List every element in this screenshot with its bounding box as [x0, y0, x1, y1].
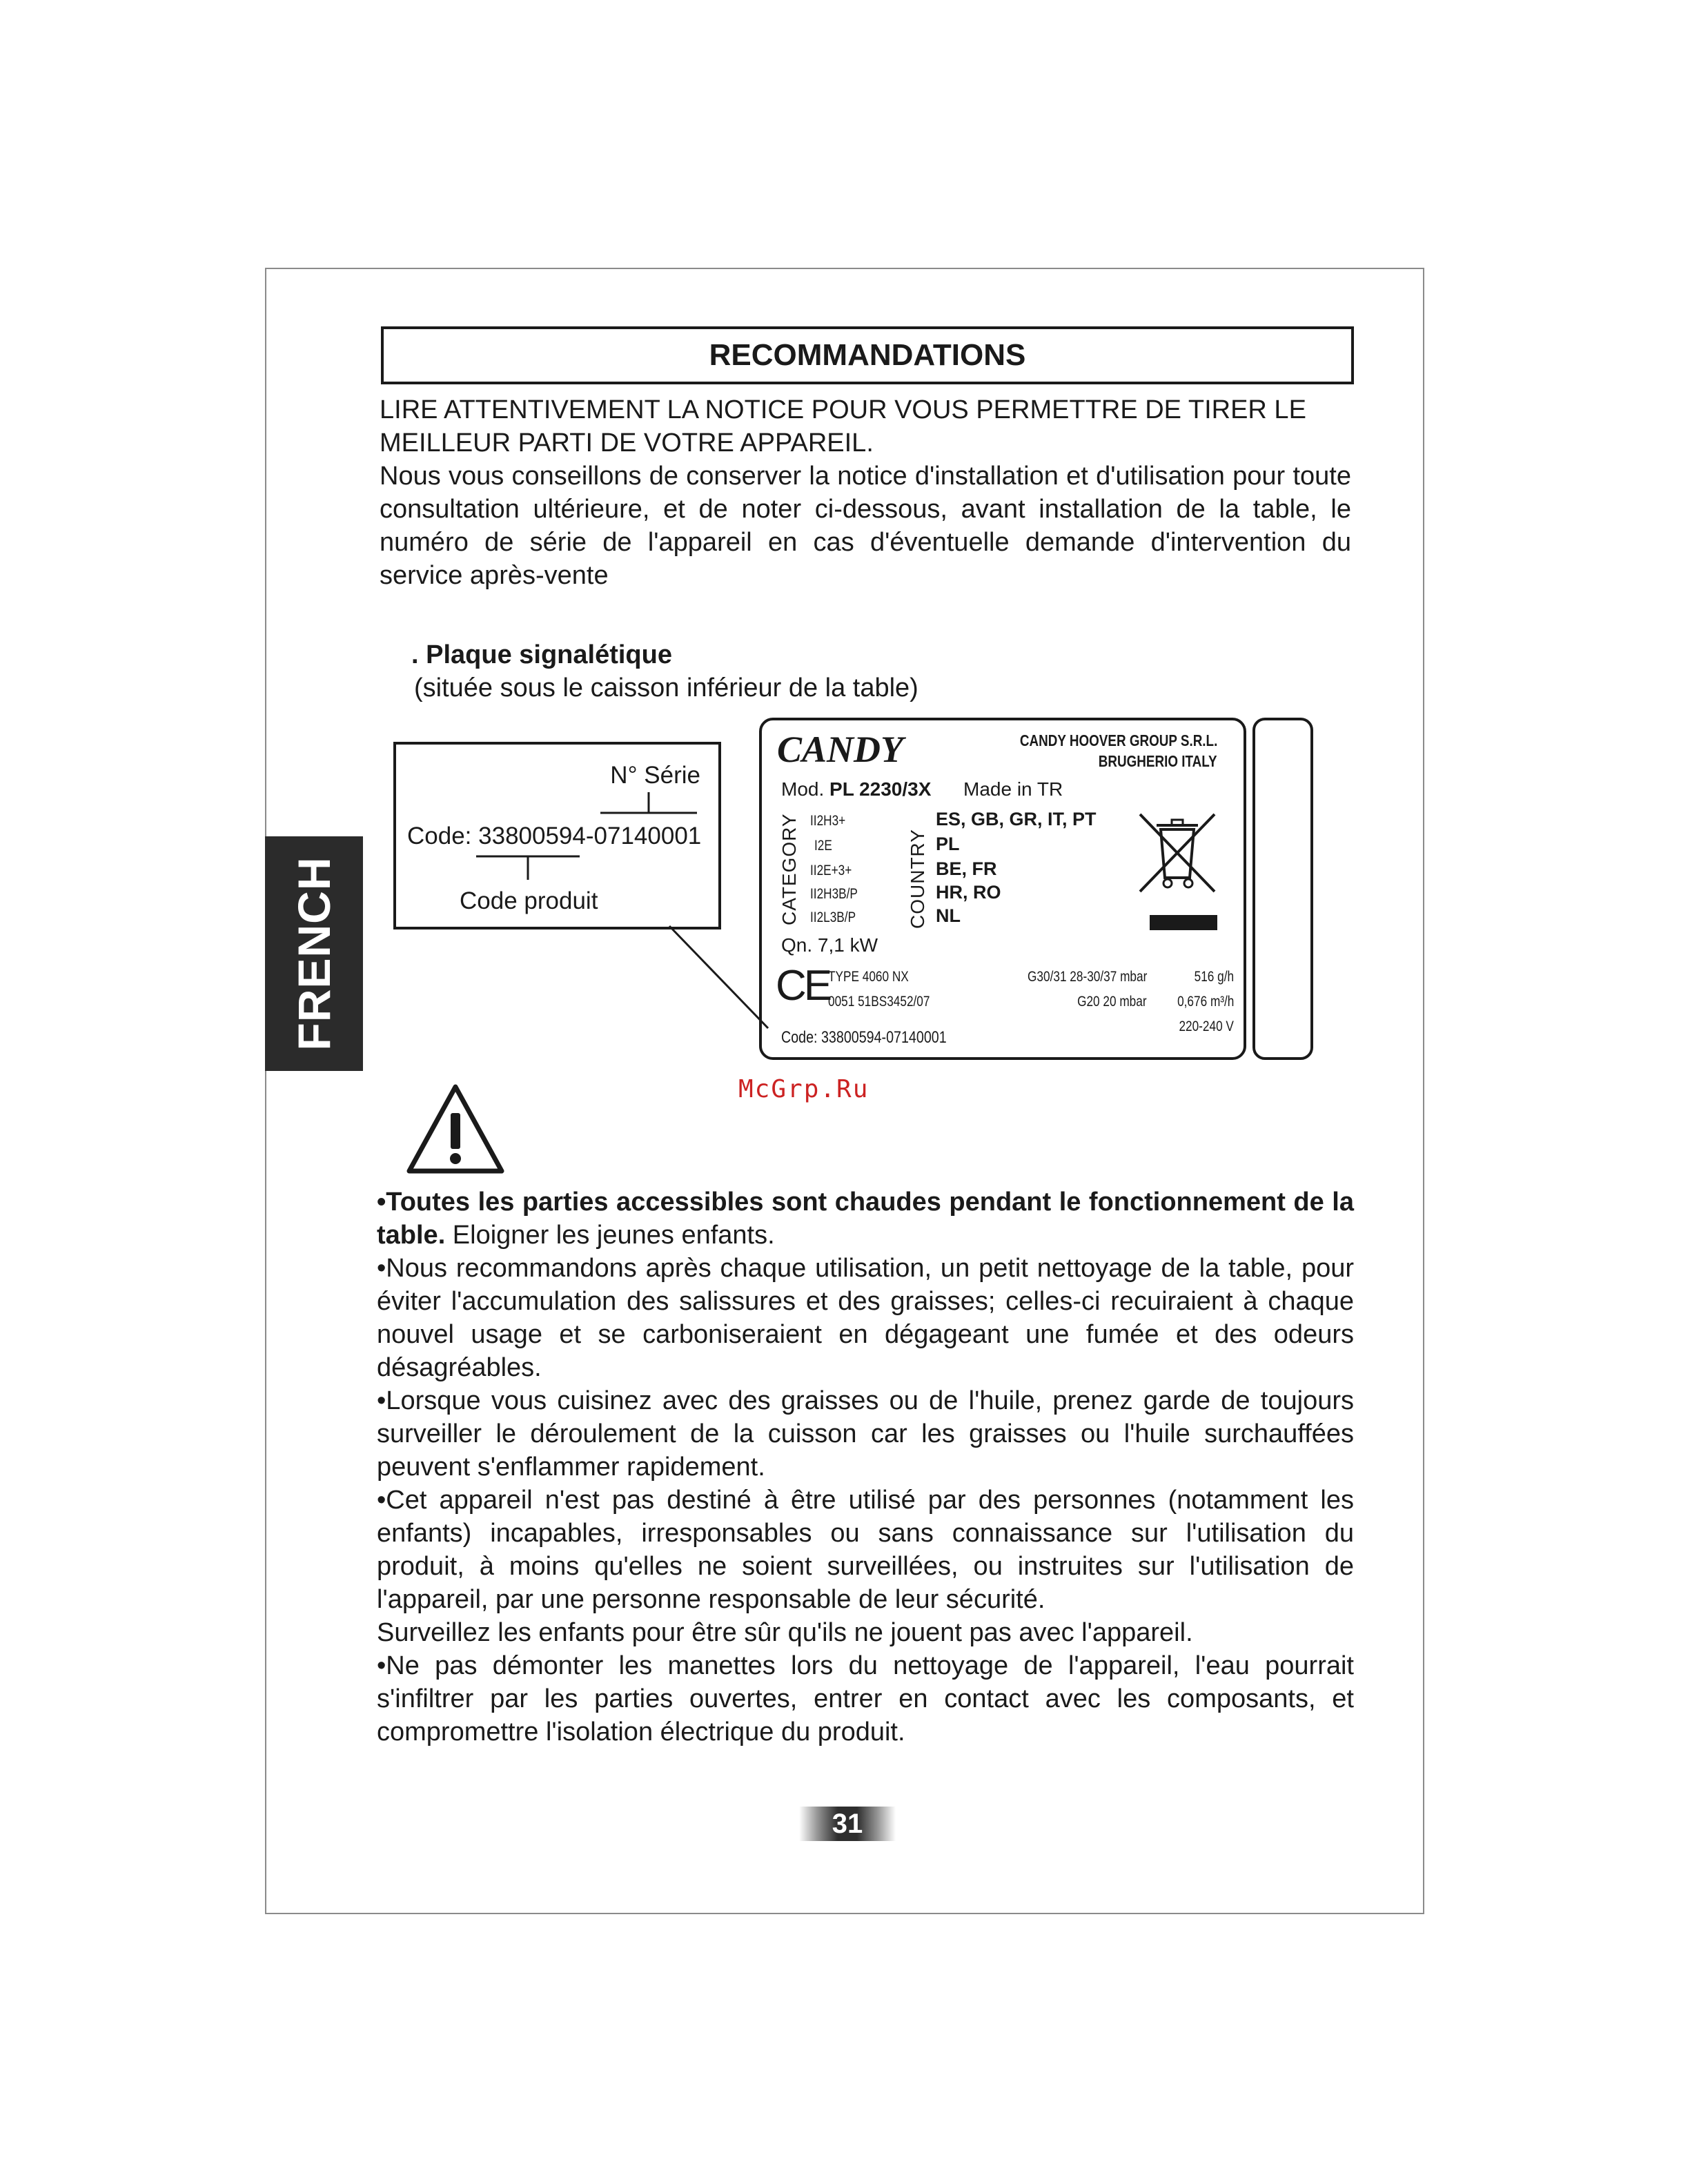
serial-code-box: [393, 742, 721, 929]
warning-item: •Ne pas démonter les manettes lors du nettoyage de l'appareil, l'eau pourrait s'infiltrer par les parties ouvertes, entrer en contact avec les composants, et compromettre l'isolation électrique du produit.: [377, 1651, 1354, 1747]
gas-2: G20 20 mbar: [1077, 994, 1147, 1010]
warning-item: •Lorsque vous cuisinez avec des graisses ou de l'huile, prenez garde de toujours surveiller le déroulement de la cuisson car les graisses ou l'huile surchauffées peuvent s'enflammer rapidement.: [377, 1386, 1354, 1482]
country-1: ES, GB, GR, IT, PT: [936, 809, 1097, 829]
category-5: II2L3B/P: [810, 909, 856, 925]
language-tab: [265, 836, 363, 1071]
country-5: NL: [936, 905, 961, 926]
code-box-brackets: [393, 742, 721, 929]
intro-body: Nous vous conseillons de conserver la notice d'installation et d'utilisation pour toute consultation ultérieure, et de noter ci-dessous, avant installation de la table, le numéro de série de l'appareil en cas d'éventuelle demande d'intervention du service après-vente: [380, 462, 1351, 590]
company-line-1: CANDY HOOVER GROUP S.R.L.: [1019, 731, 1217, 749]
plaque-heading: . Plaque signalétique: [411, 640, 672, 669]
weee-bar: [1150, 915, 1217, 930]
warning-icon: [404, 1080, 507, 1177]
rating-plate-tab: [1252, 718, 1313, 1060]
voltage: 220-240 V: [1179, 1019, 1234, 1034]
candy-logo: [777, 730, 943, 771]
company-line-2: BRUGHERIO ITALY: [1099, 752, 1217, 770]
section-title: RECOMMANDATIONS: [381, 326, 1354, 384]
warning-item: •Nous recommandons après chaque utilisation, un petit nettoyage de la table, pour éviter l'accumulation des salissures et des graisses; celles-ci recuiraient à chaque nouvel usage et se carboniseraient en dégageant une fumée et des odeurs désagréables.: [377, 1254, 1354, 1382]
model-line: Mod. PL 2230/3X: [781, 778, 932, 800]
warning-item: Surveillez les enfants pour être sûr qu'ils ne jouent pas avec l'appareil.: [377, 1618, 1193, 1647]
serial-label: N° Série: [610, 762, 700, 789]
weee-bin-icon: [1133, 809, 1223, 898]
watermark: McGrp.Ru: [738, 1075, 869, 1103]
plate-code: Code: 33800594-07140001: [781, 1028, 947, 1047]
plaque-subheading: (située sous le caisson inférieur de la table): [414, 673, 918, 702]
gas-1-rate: 516 g/h: [1194, 969, 1234, 985]
page-number: 31: [799, 1807, 896, 1841]
gas-1: G30/31 28-30/37 mbar: [1027, 969, 1147, 985]
ce-mark: CE: [776, 962, 830, 1010]
warning-item: •Toutes les parties accessibles sont chaudes pendant le fonctionnement de la table. Eloigner les jeunes enfants.: [377, 1188, 1354, 1250]
language-tab-label: FRENCH: [288, 856, 340, 1051]
warning-item: •Cet appareil n'est pas destiné à être utilisé par des personnes (notamment les enfants) incapables, irresponsables ou sans connaissance sur l'utilisation du produit, à moins qu'elles ne soient surveillées, ou instruites sur l'utilisation de l'appareil, par une personne responsable de leur sécurité.: [377, 1486, 1354, 1614]
intro-caps: LIRE ATTENTIVEMENT LA NOTICE POUR VOUS PERMETTRE DE TIRER LE MEILLEUR PARTI DE VOTRE APPAREIL.: [380, 395, 1306, 458]
made-in: Made in TR: [963, 778, 1063, 800]
country-3: BE, FR: [936, 858, 997, 879]
category-4: II2H3B/P: [810, 886, 858, 902]
category-1: II2H3+: [810, 813, 846, 829]
type-line: TYPE 4060 NX: [828, 969, 909, 985]
category-3: II2E+3+: [810, 863, 852, 878]
cert-line: 0051 51BS3452/07: [828, 994, 930, 1010]
power-rating: Qn. 7,1 kW: [781, 934, 878, 956]
country-2: PL: [936, 834, 960, 854]
code-serial: -07140001: [585, 823, 702, 849]
country-4: HR, RO: [936, 882, 1001, 903]
brand-text: CANDY: [777, 730, 904, 770]
gas-2-rate: 0,676 m³/h: [1177, 994, 1234, 1010]
category-2: I2E: [814, 838, 832, 854]
code-product: 33800594: [478, 823, 586, 849]
warnings-list: [377, 1186, 1354, 1749]
rating-plate: [759, 718, 1246, 1060]
product-label: Code produit: [460, 887, 598, 914]
model-number: PL 2230/3X: [829, 778, 932, 800]
code-label: Code: 33800594-07140001: [407, 823, 702, 849]
category-label: CATEGORY: [778, 813, 800, 925]
country-label: COUNTRY: [907, 829, 928, 929]
